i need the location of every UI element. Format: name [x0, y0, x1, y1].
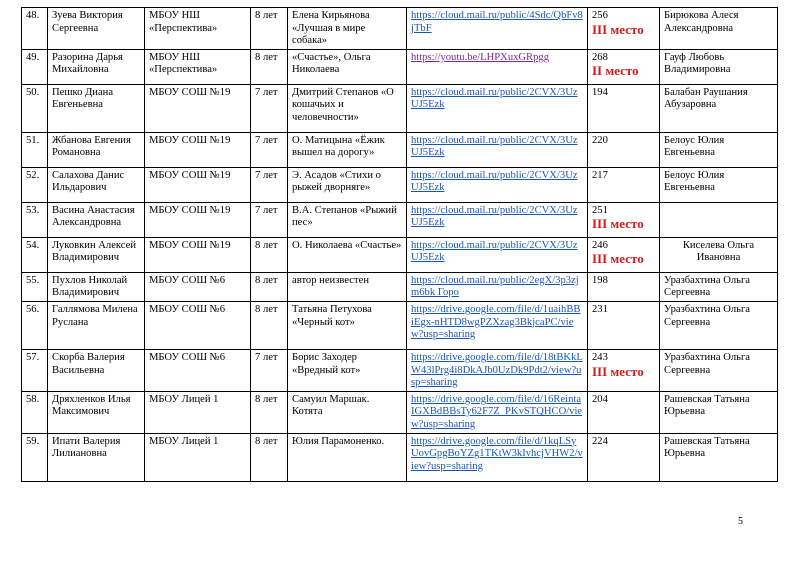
video-link[interactable]: [407, 433, 588, 481]
teacher-cell: [660, 84, 778, 132]
video-link[interactable]: [407, 202, 588, 237]
award-place-label: III место: [592, 21, 644, 37]
teacher-cell-text: Рашевская Татьяна Юрьевна: [664, 393, 750, 418]
participant-name-cell: [48, 167, 145, 202]
score-cell: [588, 391, 660, 433]
score-cell: [588, 84, 660, 132]
row-number-cell-text: 56.: [26, 303, 40, 315]
table-row: [22, 237, 778, 272]
video-link-text[interactable]: https://cloud.mail.ru/public/2CVX/3UzUJ5Ezk: [411, 169, 578, 194]
school-cell: [145, 84, 251, 132]
teacher-cell: [660, 349, 778, 391]
video-link-text[interactable]: https://cloud.mail.ru/public/2CVX/3UzUJ5Ezk: [411, 204, 578, 229]
score-cell: [588, 349, 660, 391]
row-number-cell: [22, 433, 48, 481]
work-title-cell-text: Татьяна Петухова «Черный кот»: [292, 303, 372, 328]
score-cell: [588, 433, 660, 481]
award-place-label: III место: [592, 363, 644, 379]
row-number-cell-text: 57.: [26, 351, 40, 363]
age-cell: [251, 349, 288, 391]
school-cell-text: МБОУ НШ «Перспектива»: [149, 51, 218, 76]
video-link-text[interactable]: https://drive.google.com/file/d/18tBKkLW43lPrg4i8DkAJb0UzDk9Pdt2/view?usp=sharing: [411, 351, 583, 389]
score-cell-text: 246: [592, 239, 608, 251]
school-cell: [145, 272, 251, 301]
score-cell: [588, 272, 660, 301]
age-cell-text: 7 лет: [255, 351, 278, 363]
teacher-cell-text: Белоус Юлия Евгеньевна: [664, 134, 725, 159]
work-title-cell-text: автор неизвестен: [292, 274, 370, 286]
teacher-cell: [660, 132, 778, 167]
school-cell-text: МБОУ СОШ №19: [149, 86, 231, 98]
video-link-text[interactable]: https://drive.google.com/file/d/16ReintaIGXBdBBsTy62F7Z_PKvSTQHCO/view?usp=sharing: [411, 393, 583, 430]
teacher-cell: [660, 433, 778, 481]
row-number-cell: [22, 167, 48, 202]
table-row: [22, 132, 778, 167]
age-cell: [251, 433, 288, 481]
age-cell-text: 7 лет: [255, 86, 278, 98]
video-link[interactable]: [407, 391, 588, 433]
school-cell-text: МБОУ Лицей 1: [149, 393, 219, 405]
row-number-cell: [22, 391, 48, 433]
participant-name-cell: [48, 433, 145, 481]
video-link[interactable]: [407, 301, 588, 349]
participant-name-cell-text: Дряхленков Илья Максимович: [52, 393, 131, 418]
participant-name-cell-text: Разорина Дарья Михайловна: [52, 51, 123, 76]
award-place-label: III место: [592, 216, 644, 232]
work-title-cell: [288, 391, 407, 433]
work-title-cell-text: Юлия Парамоненко.: [292, 435, 385, 447]
participant-name-cell: [48, 301, 145, 349]
video-link[interactable]: [407, 8, 588, 50]
row-number-cell: [22, 49, 48, 84]
score-cell-text: 220: [592, 134, 608, 146]
age-cell-text: 7 лет: [255, 134, 278, 146]
participant-name-cell-text: Галлямова Милена Руслана: [52, 303, 138, 328]
video-link[interactable]: [407, 167, 588, 202]
row-number-cell-text: 58.: [26, 393, 40, 405]
participant-name-cell-text: Васина Анастасия Александровна: [52, 204, 135, 229]
video-link-text[interactable]: https://drive.google.com/file/d/1kqLSyUovGpgBoYZg1TKtW3kIvhcjVHW2/view?usp=sharing: [411, 435, 583, 472]
score-cell-text: 217: [592, 169, 608, 181]
teacher-cell-text: Уразбахтина Ольга Сергеевна: [664, 351, 751, 376]
participant-name-cell-text: Луковкин Алексей Владимирович: [52, 239, 136, 264]
work-title-cell: [288, 132, 407, 167]
age-cell: [251, 202, 288, 237]
table-row: [22, 301, 778, 349]
participant-name-cell: [48, 132, 145, 167]
participant-name-cell-text: Салахова Данис Ильдарович: [52, 169, 125, 194]
age-cell: [251, 391, 288, 433]
score-cell: [588, 132, 660, 167]
row-number-cell: [22, 84, 48, 132]
age-cell: [251, 49, 288, 84]
score-cell-text: 198: [592, 274, 608, 286]
school-cell: [145, 167, 251, 202]
video-link-text[interactable]: https://youtu.be/LHPXuxGRpgg: [411, 51, 550, 63]
age-cell-text: 8 лет: [255, 10, 278, 21]
teacher-cell: [660, 237, 778, 272]
age-cell-text: 8 лет: [255, 51, 278, 63]
teacher-cell: [660, 391, 778, 433]
work-title-cell-text: Елена Кирьянова «Лучшая в мире собака»: [292, 10, 370, 47]
participant-name-cell-text: Ипати Валерия Лилиановна: [52, 435, 121, 460]
school-cell-text: МБОУ СОШ №6: [149, 303, 226, 315]
row-number-cell-text: 54.: [26, 239, 40, 251]
participant-name-cell: [48, 8, 145, 50]
age-cell-text: 7 лет: [255, 169, 278, 181]
age-cell-text: 8 лет: [255, 303, 278, 315]
work-title-cell-text: Дмитрий Степанов «О кошачьих и человечности»: [292, 86, 394, 123]
teacher-cell: [660, 202, 778, 237]
work-title-cell: [288, 301, 407, 349]
work-title-cell-text: Борис Заходер «Вредный кот»: [292, 351, 361, 376]
score-cell-text: 251: [592, 204, 608, 216]
school-cell-text: МБОУ Лицей 1: [149, 435, 219, 447]
row-number-cell: [22, 132, 48, 167]
participant-name-cell-text: Зуева Виктория Сергеевна: [52, 10, 123, 34]
school-cell-text: МБОУ СОШ №6: [149, 351, 226, 363]
row-number-cell-text: 50.: [26, 86, 40, 98]
video-link[interactable]: [407, 132, 588, 167]
school-cell: [145, 132, 251, 167]
teacher-cell-text: Белоус Юлия Евгеньевна: [664, 169, 725, 194]
score-cell: [588, 237, 660, 272]
school-cell: [145, 349, 251, 391]
teacher-cell: [660, 301, 778, 349]
participant-name-cell: [48, 237, 145, 272]
teacher-cell-text: Гауф Любовь Владимировна: [664, 51, 731, 76]
row-number-cell: [22, 202, 48, 237]
school-cell-text: МБОУ СОШ №19: [149, 239, 231, 251]
school-cell: [145, 237, 251, 272]
participant-name-cell: [48, 272, 145, 301]
participant-name-cell-text: Пухлов Николай Владимирович: [52, 274, 128, 299]
page-number: 5: [738, 516, 743, 527]
score-cell-text: 224: [592, 435, 608, 447]
row-number-cell-text: 48.: [26, 10, 40, 21]
score-cell-text: 256: [592, 10, 608, 21]
row-number-cell: [22, 8, 48, 50]
work-title-cell: [288, 8, 407, 50]
school-cell-text: МБОУ СОШ №19: [149, 169, 231, 181]
work-title-cell: [288, 272, 407, 301]
score-cell-text: 204: [592, 393, 608, 405]
age-cell: [251, 272, 288, 301]
participant-name-cell: [48, 84, 145, 132]
age-cell-text: 8 лет: [255, 239, 278, 251]
score-cell: [588, 49, 660, 84]
table-row: [22, 272, 778, 301]
award-place-label: II место: [592, 63, 639, 79]
school-cell: [145, 433, 251, 481]
work-title-cell: [288, 202, 407, 237]
work-title-cell-text: О. Николаева «Счастье»: [292, 239, 402, 251]
video-link-text[interactable]: https://cloud.mail.ru/public/2CVX/3UzUJ5Ezk: [411, 86, 578, 111]
school-cell: [145, 202, 251, 237]
score-cell-text: 268: [592, 51, 608, 63]
school-cell: [145, 8, 251, 50]
teacher-cell-text: Рашевская Татьяна Юрьевна: [664, 435, 750, 460]
school-cell-text: МБОУ НШ «Перспектива»: [149, 10, 218, 34]
table-row: [22, 84, 778, 132]
participant-name-cell: [48, 49, 145, 84]
age-cell-text: 8 лет: [255, 393, 278, 405]
age-cell: [251, 301, 288, 349]
award-place-label: III место: [592, 251, 644, 267]
age-cell-text: 8 лет: [255, 274, 278, 286]
table-row: [22, 391, 778, 433]
school-cell-text: МБОУ СОШ №19: [149, 134, 231, 146]
school-cell: [145, 301, 251, 349]
video-link[interactable]: [407, 84, 588, 132]
teacher-cell: [660, 272, 778, 301]
video-link-text[interactable]: https://cloud.mail.ru/public/4Sdc/QbFv8jTbF: [411, 10, 583, 34]
score-cell: [588, 167, 660, 202]
table-row: [22, 202, 778, 237]
work-title-cell: [288, 84, 407, 132]
school-cell: [145, 391, 251, 433]
teacher-cell: [660, 8, 778, 50]
table-row: [22, 167, 778, 202]
work-title-cell-text: Э. Асадов «Стихи о рыжей дворняге»: [292, 169, 381, 194]
participant-name-cell-text: Пешко Диана Евгеньевна: [52, 86, 114, 111]
work-title-cell: [288, 167, 407, 202]
work-title-cell: [288, 49, 407, 84]
age-cell: [251, 167, 288, 202]
row-number-cell: [22, 349, 48, 391]
row-number-cell-text: 51.: [26, 134, 40, 146]
participant-name-cell: [48, 202, 145, 237]
score-cell: [588, 202, 660, 237]
score-cell-text: 194: [592, 86, 608, 98]
age-cell: [251, 8, 288, 50]
work-title-cell: [288, 237, 407, 272]
work-title-cell: [288, 349, 407, 391]
video-link-text[interactable]: https://cloud.mail.ru/public/2egX/3p3zjm6bk Горо: [411, 274, 579, 299]
score-cell: [588, 301, 660, 349]
row-number-cell: [22, 237, 48, 272]
participant-name-cell: [48, 391, 145, 433]
video-link[interactable]: [407, 349, 588, 391]
school-cell-text: МБОУ СОШ №19: [149, 204, 231, 216]
participants-table: [21, 7, 778, 482]
table-row: [22, 49, 778, 84]
video-link-text[interactable]: https://cloud.mail.ru/public/2CVX/3UzUJ5Ezk: [411, 134, 578, 159]
teacher-cell: [660, 49, 778, 84]
participant-name-cell-text: Жбанова Евгения Романовна: [52, 134, 131, 159]
video-link[interactable]: [407, 237, 588, 272]
video-link[interactable]: [407, 49, 588, 84]
row-number-cell: [22, 272, 48, 301]
age-cell-text: 7 лет: [255, 204, 278, 216]
age-cell: [251, 84, 288, 132]
age-cell-text: 8 лет: [255, 435, 278, 447]
score-cell-text: 231: [592, 303, 608, 315]
row-number-cell-text: 49.: [26, 51, 40, 63]
work-title-cell-text: «Счастье», Ольга Николаева: [292, 51, 371, 76]
work-title-cell-text: Самуил Маршак. Котята: [292, 393, 370, 418]
participant-name-cell: [48, 349, 145, 391]
table-row: [22, 8, 778, 50]
work-title-cell-text: В.А. Степанов «Рыжий пес»: [292, 204, 397, 229]
score-cell-text: 243: [592, 351, 608, 363]
age-cell: [251, 132, 288, 167]
row-number-cell-text: 59.: [26, 435, 40, 447]
row-number-cell-text: 52.: [26, 169, 40, 181]
school-cell: [145, 49, 251, 84]
school-cell-text: МБОУ СОШ №6: [149, 274, 226, 286]
teacher-cell: [660, 167, 778, 202]
table-row: [22, 433, 778, 481]
work-title-cell: [288, 433, 407, 481]
participant-name-cell-text: Скорба Валерия Васильевна: [52, 351, 125, 376]
video-link[interactable]: [407, 272, 588, 301]
teacher-cell-text: Уразбахтина Ольга Сергеевна: [664, 303, 751, 328]
row-number-cell-text: 55.: [26, 274, 40, 286]
work-title-cell-text: О. Матицына «Ёжик вышел на дорогу»: [292, 134, 385, 159]
teacher-cell-text: Балабан Раушания Абузаровна: [664, 86, 748, 111]
teacher-cell-text: Киселева Ольга Ивановна: [682, 239, 755, 264]
video-link-text[interactable]: https://drive.google.com/file/d/1uaihBBiEgx-nHTD8wgPZXzag3BkjcaPC/view?usp=sharing: [411, 303, 581, 341]
row-number-cell-text: 53.: [26, 204, 40, 216]
video-link-text[interactable]: https://cloud.mail.ru/public/2CVX/3UzUJ5Ezk: [411, 239, 578, 264]
table-row: [22, 349, 778, 391]
age-cell: [251, 237, 288, 272]
teacher-cell-text: Бирюкова Алеся Александровна: [664, 10, 739, 34]
teacher-cell-text: Уразбахтина Ольга Сергеевна: [664, 274, 751, 299]
row-number-cell: [22, 301, 48, 349]
score-cell: [588, 8, 660, 50]
